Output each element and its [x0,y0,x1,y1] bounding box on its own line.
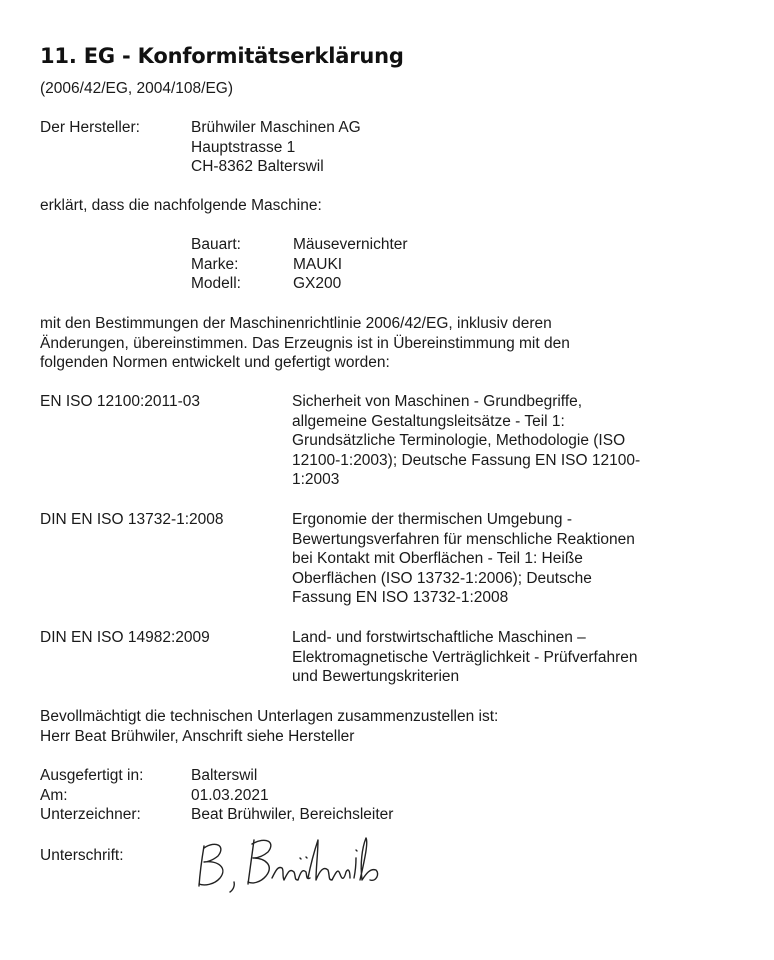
manufacturer-address [191,118,361,177]
authorized-representative [40,707,498,746]
spec-label: Modell: [191,275,241,292]
paragraph-line: Änderungen, übereinstimmen. Das Erzeugnis ist in Übereinstimmung mit den [40,334,570,352]
manufacturer-city: CH-8362 Balterswil [191,158,324,175]
norm-description-line: bei Kontakt mit Oberflächen - Teil 1: Heiße [292,550,583,567]
spec-value: MAUKI [293,255,343,273]
norm-code: EN ISO 12100:2011-03 [40,393,200,410]
norm-description-line: Fassung EN ISO 13732-1:2008 [292,589,509,606]
authorized-line: Herr Beat Brühwiler, Anschrift siehe Hersteller [40,727,355,745]
norm-description-line: Grundsätzliche Terminologie, Methodologie (ISO [292,432,626,449]
norm-description-line: 1:2003 [292,471,340,488]
norm-code: DIN EN ISO 14982:2009 [40,629,210,646]
issue-row-date [40,786,640,806]
issue-details [40,766,640,825]
norm-description [292,628,637,687]
issue-row-signatory [40,805,640,825]
norm-description-line: 12100-1:2003); Deutsche Fassung EN ISO 12100- [292,451,641,469]
authorized-line: Bevollmächtigt die technischen Unterlagen zusammenzustellen ist: [40,708,499,725]
page-title: 11. EG - Konformitätserklärung [40,44,404,68]
intro-text: erklärt, dass die nachfolgende Maschine: [40,197,322,214]
norm-description-line: Land- und forstwirtschaftliche Maschinen – [292,629,586,646]
manufacturer-name: Brühwiler Maschinen AG [191,119,361,136]
norm-description [292,510,635,608]
manufacturer-label: Der Hersteller: [40,119,140,136]
handwritten-signature [190,828,390,898]
paragraph-line: folgenden Normen entwickelt und gefertigt worden: [40,354,390,371]
norm-description-line: Bewertungsverfahren für menschliche Reaktionen [292,530,635,548]
spec-value: Mäusevernichter [293,236,408,253]
issue-label: Am: [40,786,68,804]
norm-description-line: Oberflächen (ISO 13732-1:2006); Deutsche [292,569,592,587]
spec-value: GX200 [293,275,342,292]
issue-value: 01.03.2021 [191,786,269,804]
issue-label: Unterzeichner: [40,806,141,823]
signature-label: Unterschrift: [40,847,124,864]
spec-label: Marke: [191,255,239,273]
issue-label: Ausgefertigt in: [40,767,144,784]
norm-description-line: Sicherheit von Maschinen - Grundbegriffe, [292,393,583,410]
norm-description-line: allgemeine Gestaltungsleitsätze - Teil 1: [292,412,565,430]
issue-value: Beat Brühwiler, Bereichsleiter [191,806,394,823]
norm-description-line: Elektromagnetische Verträglichkeit - Prüfverfahren [292,648,638,666]
issue-row-place [40,766,640,786]
issue-value: Balterswil [191,767,258,784]
norm-description-line: Ergonomie der thermischen Umgebung - [292,511,572,528]
norm-description-line: und Bewertungskriterien [292,668,460,685]
norm-description [292,392,640,490]
spec-label: Bauart: [191,236,241,253]
manufacturer-street: Hauptstrasse 1 [191,138,296,156]
directives-reference: (2006/42/EG, 2004/108/EG) [40,80,234,97]
conformity-paragraph [40,314,680,373]
norm-code: DIN EN ISO 13732-1:2008 [40,511,224,528]
paragraph-line: mit den Bestimmungen der Maschinenrichtlinie 2006/42/EG, inklusiv deren [40,315,552,332]
